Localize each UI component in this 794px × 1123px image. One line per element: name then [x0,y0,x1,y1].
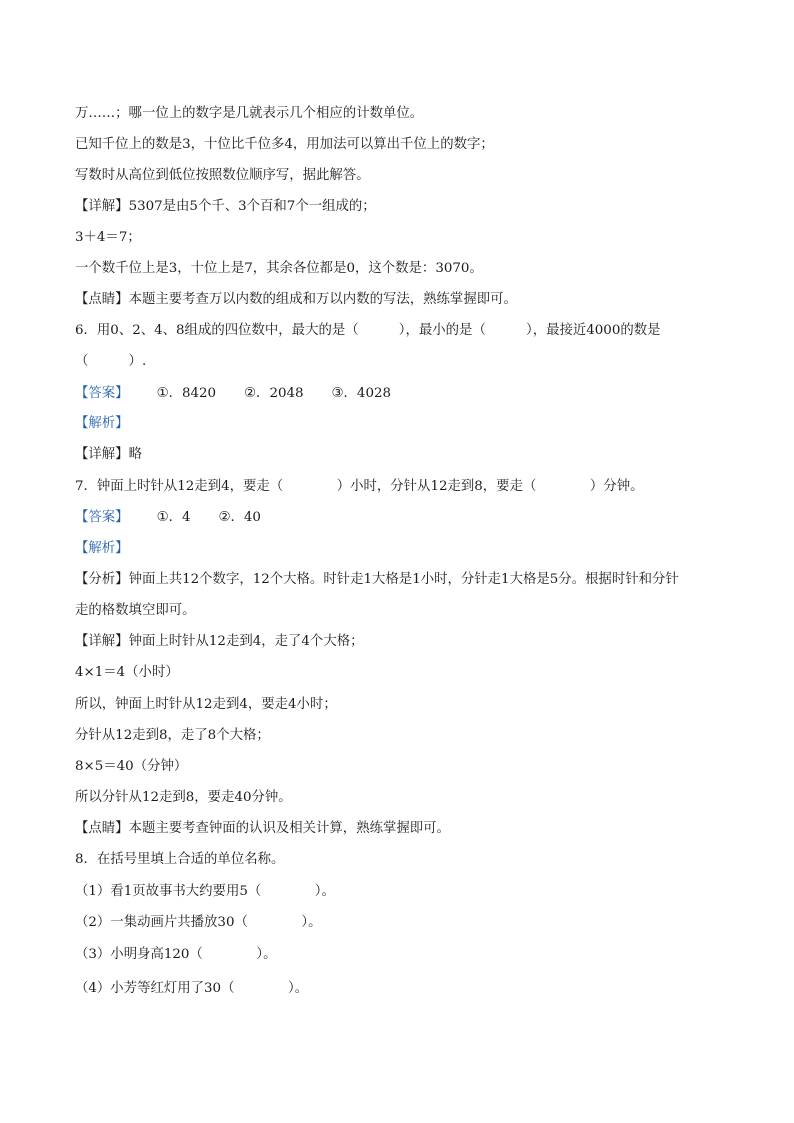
text-line: 4×1＝4（小时） [75,665,179,680]
detail-text: 略 [128,447,142,462]
detail-line [75,632,734,652]
detail-text: 5307是由5个千、3个百和7个一组成的； [128,199,376,214]
text-line: 所以，钟面上时针从12走到4，要走4小时； [75,697,337,712]
question-8-text: 8．在括号里填上合适的单位名称。 [75,852,285,867]
analysis-tag: 【解析】 [75,541,129,556]
analysis-tag: 【解析】 [75,416,129,431]
detail-tag: 【详解】 [75,447,129,462]
text-line: 分针从12走到8，走了8个大格； [75,728,270,743]
question-6-answer [75,384,734,404]
fenxi-text-cont: 走的格数填空即可。 [75,603,196,618]
text-line: 万……；哪一位上的数字是几就表示几个相应的计数单位。 [75,106,424,121]
dianjing-text: 本题主要考查钟面的认识及相关计算，熟练掌握即可。 [128,821,450,836]
question-8-item-2: （2）一集动画片共播放30（ ）。 [75,915,322,930]
answer-option-2: ②．2048 [244,386,304,401]
dianjing-line [75,819,734,839]
question-7-text: 7．钟面上时针从12走到4，要走（ ）小时，分针从12走到8，要走（ ）分钟。 [75,479,644,494]
answer-option-3: ③．4028 [331,386,392,401]
question-6-text: 6．用0、2、4、8组成的四位数中，最大的是（ ），最小的是（ ），最接近4000的数是 [75,323,661,338]
detail-tag: 【详解】 [75,199,129,214]
dianjing-tag: 【点睛】 [75,292,129,307]
fenxi-line [75,570,734,590]
detail-text: 钟面上时针从12走到4，走了4个大格； [128,634,364,649]
text-line: 8×5＝40（分钟） [75,759,188,774]
question-8-item-3: （3）小明身高120（ ）。 [75,947,277,962]
dianjing-text: 本题主要考查万以内数的组成和万以内数的写法，熟练掌握即可。 [128,292,517,307]
dianjing-tag: 【点睛】 [75,821,129,836]
detail-line [75,445,734,465]
text-line: 写数时从高位到低位按照数位顺序写，据此解答。 [75,168,370,183]
question-7-answer [75,508,734,528]
detail-line [75,197,734,217]
detail-tag: 【详解】 [75,634,129,649]
text-line: 所以分针从12走到8，要走40分钟。 [75,790,292,805]
question-8-item-1: （1）看1页故事书大约要用5（ ）。 [75,884,335,899]
answer-option-1: ①．4 [156,510,191,525]
question-6-text-cont: （ ）. [75,354,147,369]
answer-option-1: ①．8420 [156,386,217,401]
text-line: 已知千位上的数是3，十位比千位多4，用加法可以算出千位上的数字； [75,137,494,152]
text-line: 一个数千位上是3，十位上是7，其余各位都是0，这个数是：3070。 [75,261,483,276]
dianjing-line [75,290,734,310]
answer-tag: 【答案】 [75,386,129,401]
question-8-item-4: （4）小芳等红灯用了30（ ）。 [75,981,309,996]
answer-option-2: ②．40 [218,510,261,525]
answer-tag: 【答案】 [75,510,129,525]
fenxi-tag: 【分析】 [75,572,129,587]
fenxi-text: 钟面上共12个数字，12个大格。时针走1大格是1小时，分针走1大格是5分。根据时针和分针 [128,572,679,587]
text-line: 3＋4＝7； [75,230,141,245]
